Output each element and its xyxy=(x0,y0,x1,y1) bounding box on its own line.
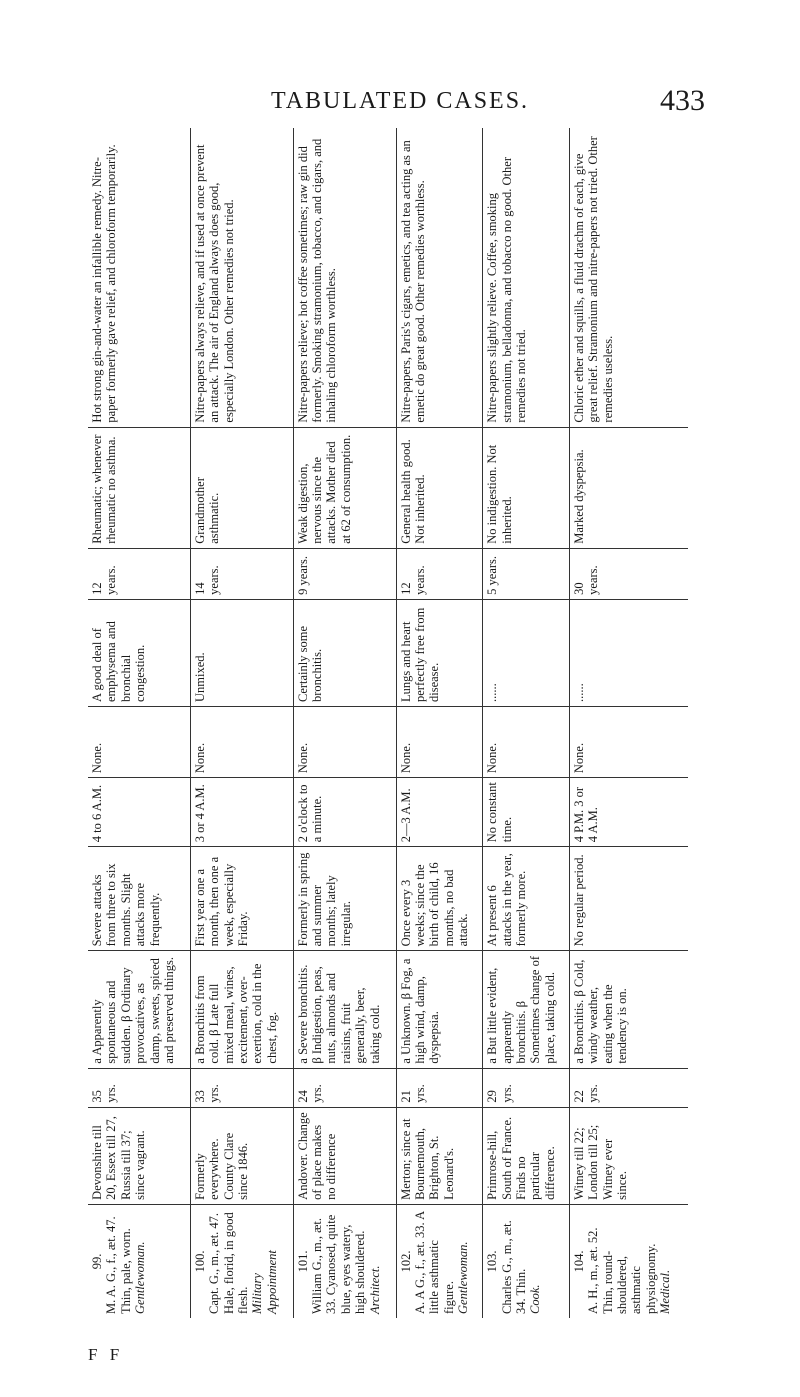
patient-description: William G., m., æt. 33. Cyanosed, quite blue, eyes watery, high shouldered. xyxy=(310,1214,368,1314)
frequency-text: Once every 3 weeks; since the birth of child, 16 months, no bad attack. xyxy=(398,862,471,947)
age-text: 21 yrs. xyxy=(398,1084,427,1103)
cell-lungs xyxy=(190,599,293,706)
heredity-text: None. xyxy=(398,742,413,774)
heredity-text: None. xyxy=(90,742,104,774)
cell-residence xyxy=(293,1107,396,1204)
patient-occupation: Cook. xyxy=(528,1284,543,1314)
lungs-text: ...... xyxy=(485,683,500,703)
cell-lungs xyxy=(396,599,483,706)
cause-text: a Apparently spontaneous and sudden. β Ordinary provocatives, as damp, sweets, spiced and preserved things. xyxy=(90,957,176,1064)
running-title: TABULATED CASES. xyxy=(270,88,530,114)
age-text: 29 yrs. xyxy=(485,1084,514,1103)
lungs-text: ...... xyxy=(571,683,586,703)
cell-heredity xyxy=(88,707,190,778)
general-text: Grandmother asthmatic. xyxy=(192,477,222,544)
cell-lungs xyxy=(483,599,570,706)
cell-residence xyxy=(396,1107,483,1204)
cell-remedies xyxy=(88,128,190,427)
duration-text: 9 years. xyxy=(295,555,310,595)
cell-duration xyxy=(293,548,396,599)
cell-age xyxy=(293,1068,396,1107)
table-row xyxy=(293,128,396,1318)
table-row xyxy=(569,128,688,1318)
heredity-text: None. xyxy=(192,742,207,774)
case-number: 101. xyxy=(295,1250,310,1273)
heredity-text: None. xyxy=(571,742,586,774)
cell-frequency xyxy=(569,847,688,951)
cause-text: a Unknown. β Fog, a high wind, damp, dyspepsia. xyxy=(398,958,442,1064)
patient-occupation: Gentlewoman. xyxy=(133,1241,148,1314)
general-text: No indigestion. Not inherited. xyxy=(485,444,514,544)
time-text: 2—3 A.M. xyxy=(398,788,413,843)
cell-cause xyxy=(190,951,293,1068)
patient-description: M. A. G., f., æt. 47. Thin, pale, worn. xyxy=(104,1216,133,1314)
remedies-text: Hot strong gin-and-water an infallible remedy. Nitre-paper formerly gave relief, and chloroform temporarily. xyxy=(90,144,119,423)
frequency-text: No regular period. xyxy=(571,854,586,947)
cell-remedies xyxy=(483,128,570,427)
age-text: 24 yrs. xyxy=(295,1084,325,1103)
table-row xyxy=(88,128,190,1318)
cause-text: a Bronchitis from cold. β Late full mixed meal, wines, excitement, over-exertion, cold in the chest, fog. xyxy=(192,963,279,1064)
heredity-text: None. xyxy=(295,742,310,774)
page-header xyxy=(0,0,800,120)
cell-lungs xyxy=(293,599,396,706)
time-text: No constant time. xyxy=(485,782,514,843)
cell-patient xyxy=(396,1204,483,1318)
age-text: 33 yrs. xyxy=(192,1084,222,1103)
frequency-text: Formerly in spring and summer months; lately irregular. xyxy=(295,852,353,947)
cases-table xyxy=(88,128,688,1318)
cell-general xyxy=(88,427,190,548)
residence-text: Andover. Change of place makes no difference xyxy=(295,1112,339,1200)
case-number: 100. xyxy=(192,1250,207,1273)
table-row xyxy=(483,128,570,1318)
cell-general xyxy=(293,427,396,548)
cell-remedies xyxy=(190,128,293,427)
residence-text: Primrose-hill, South of France. Finds no particular difference. xyxy=(485,1116,557,1200)
duration-text: 12 years. xyxy=(398,565,427,595)
cell-general xyxy=(190,427,293,548)
age-text: 22 yrs. xyxy=(571,1084,601,1103)
cell-time xyxy=(88,778,190,847)
cell-duration xyxy=(569,548,688,599)
duration-text: 14 years. xyxy=(192,565,222,595)
cell-residence xyxy=(190,1107,293,1204)
cell-cause xyxy=(88,951,190,1068)
patient-description: Capt. G., m., æt. 47. Hale, florid, in good flesh. xyxy=(207,1212,250,1314)
case-number: 103. xyxy=(485,1250,500,1273)
cell-heredity xyxy=(396,707,483,778)
cell-lungs xyxy=(569,599,688,706)
case-number: 102. xyxy=(398,1250,413,1273)
cause-text: a Severe bronchitis. β Indigestion, peas, nuts, almonds and raisins, fruit generally, beer, taking cold. xyxy=(295,964,382,1064)
cell-time xyxy=(396,778,483,847)
cell-patient xyxy=(569,1204,688,1318)
cell-lungs xyxy=(88,599,190,706)
cell-general xyxy=(483,427,570,548)
cell-time xyxy=(569,778,688,847)
cell-duration xyxy=(88,548,190,599)
cell-remedies xyxy=(396,128,483,427)
cell-frequency xyxy=(293,847,396,951)
cell-patient xyxy=(483,1204,570,1318)
patient-description: A. H., m., æt. 52. Thin, round-shouldered, asthmatic physiognomy. xyxy=(586,1227,658,1314)
cell-cause xyxy=(569,951,688,1068)
cell-time xyxy=(293,778,396,847)
cell-general xyxy=(396,427,483,548)
remedies-text: Nitre-papers slightly relieve. Coffee, smoking stramonium, belladonna, and tobacco no good. Other remedies not tried. xyxy=(485,157,528,423)
cell-cause xyxy=(293,951,396,1068)
residence-text: Formerly everywhere. County Clare since 1846. xyxy=(192,1132,250,1200)
case-number: 99. xyxy=(90,1253,104,1270)
cell-age xyxy=(396,1068,483,1107)
cell-residence xyxy=(569,1107,688,1204)
remedies-text: Nitre-papers relieve; hot coffee sometimes; raw gin did formerly. Smoking stramonium, tobacco, and cigars, and inhaling chloroform worthless. xyxy=(295,138,339,423)
cell-remedies xyxy=(293,128,396,427)
page-number: 433 xyxy=(660,84,705,117)
frequency-text: At present 6 attacks in the year, formerly more. xyxy=(485,853,528,947)
cell-remedies xyxy=(569,128,688,427)
general-text: Weak digestion, nervous since the attacks. Mother died at 62 of consumption. xyxy=(295,434,353,544)
remedies-text: Nitre-papers always relieve, and if used at once prevent an attack. The air of England always does good, especially London. Other remedies not tried. xyxy=(192,144,236,423)
patient-description: Charles G., m., æt. 34. Thin. xyxy=(499,1220,528,1314)
duration-text: 30 years. xyxy=(571,565,601,595)
cause-text: a But little evident, apparently bronchitis. β Sometimes change of place, taking cold. xyxy=(485,955,557,1064)
cell-patient xyxy=(190,1204,293,1318)
general-text: Rheumatic; whenever rheumatic no asthma. xyxy=(90,434,119,544)
cell-general xyxy=(569,427,688,548)
residence-text: Merton; since at Bournemouth, Brighton, St. Leonard's. xyxy=(398,1118,456,1200)
case-number: 104. xyxy=(571,1250,586,1273)
frequency-text: First year one a month, then one a week, especially Friday. xyxy=(192,856,250,947)
patient-occupation: Military Appointment xyxy=(250,1250,279,1314)
printer-signature: F F xyxy=(88,1345,124,1364)
cell-frequency xyxy=(396,847,483,951)
cell-age xyxy=(569,1068,688,1107)
cell-cause xyxy=(483,951,570,1068)
age-text: 35 yrs. xyxy=(90,1084,119,1103)
time-text: 2 o'clock to a minute. xyxy=(295,784,325,843)
patient-occupation: Medical. xyxy=(658,1269,673,1314)
time-text: 4 P.M. 3 or 4 A.M. xyxy=(571,787,601,843)
cell-heredity xyxy=(293,707,396,778)
heredity-text: None. xyxy=(485,742,500,774)
lungs-text: Certainly some bronchitis. xyxy=(295,625,325,703)
residence-text: Devonshire till 20, Essex till 27, Russia till 37; since vagrant. xyxy=(90,1116,148,1200)
duration-text: 12 years. xyxy=(90,565,119,595)
cell-time xyxy=(483,778,570,847)
general-text: General health good. Not inherited. xyxy=(398,439,427,544)
cell-heredity xyxy=(569,707,688,778)
lungs-text: Lungs and heart perfectly free from disease. xyxy=(398,607,442,703)
cell-residence xyxy=(88,1107,190,1204)
cell-age xyxy=(483,1068,570,1107)
cell-heredity xyxy=(483,707,570,778)
time-text: 3 or 4 A.M. xyxy=(192,784,207,843)
general-text: Marked dyspepsia. xyxy=(571,449,586,544)
lungs-text: Unmixed. xyxy=(192,652,207,703)
patient-description: A. A G., f., æt. 33. A little asthmatic figure. xyxy=(412,1211,456,1314)
table-row xyxy=(190,128,293,1318)
cause-text: a Bronchitis. β Cold, windy weather, eating when the tendency is on. xyxy=(571,959,630,1064)
cell-patient xyxy=(88,1204,190,1318)
frequency-text: Severe attacks from three to six months. Slight attacks more frequently. xyxy=(90,863,162,947)
cell-residence xyxy=(483,1107,570,1204)
table-row xyxy=(396,128,483,1318)
cell-frequency xyxy=(190,847,293,951)
patient-occupation: Gentlewoman. xyxy=(456,1241,471,1314)
cell-cause xyxy=(396,951,483,1068)
cell-frequency xyxy=(88,847,190,951)
cell-heredity xyxy=(190,707,293,778)
cell-duration xyxy=(483,548,570,599)
time-text: 4 to 6 A.M. xyxy=(90,784,104,843)
cell-age xyxy=(88,1068,190,1107)
duration-text: 5 years. xyxy=(485,555,500,595)
lungs-text: A good deal of emphysema and bronchial congestion. xyxy=(90,621,148,703)
remedies-text: Chloric ether and squills, a fluid drachm of each, give great relief. Stramonium and nitre-papers not tried. Other remedies useless. xyxy=(571,136,615,423)
cell-duration xyxy=(190,548,293,599)
cell-duration xyxy=(396,548,483,599)
patient-occupation: Architect. xyxy=(367,1265,382,1314)
remedies-text: Nitre-papers, Paris's cigars, emetics, and tea acting as an emetic do great good. Other remedies worthless. xyxy=(398,140,427,423)
residence-text: Witney till 22; London till 25; Witney ever since. xyxy=(571,1124,630,1200)
cell-patient xyxy=(293,1204,396,1318)
cell-frequency xyxy=(483,847,570,951)
cell-age xyxy=(190,1068,293,1107)
tabulated-cases-table xyxy=(88,128,688,1318)
cell-time xyxy=(190,778,293,847)
